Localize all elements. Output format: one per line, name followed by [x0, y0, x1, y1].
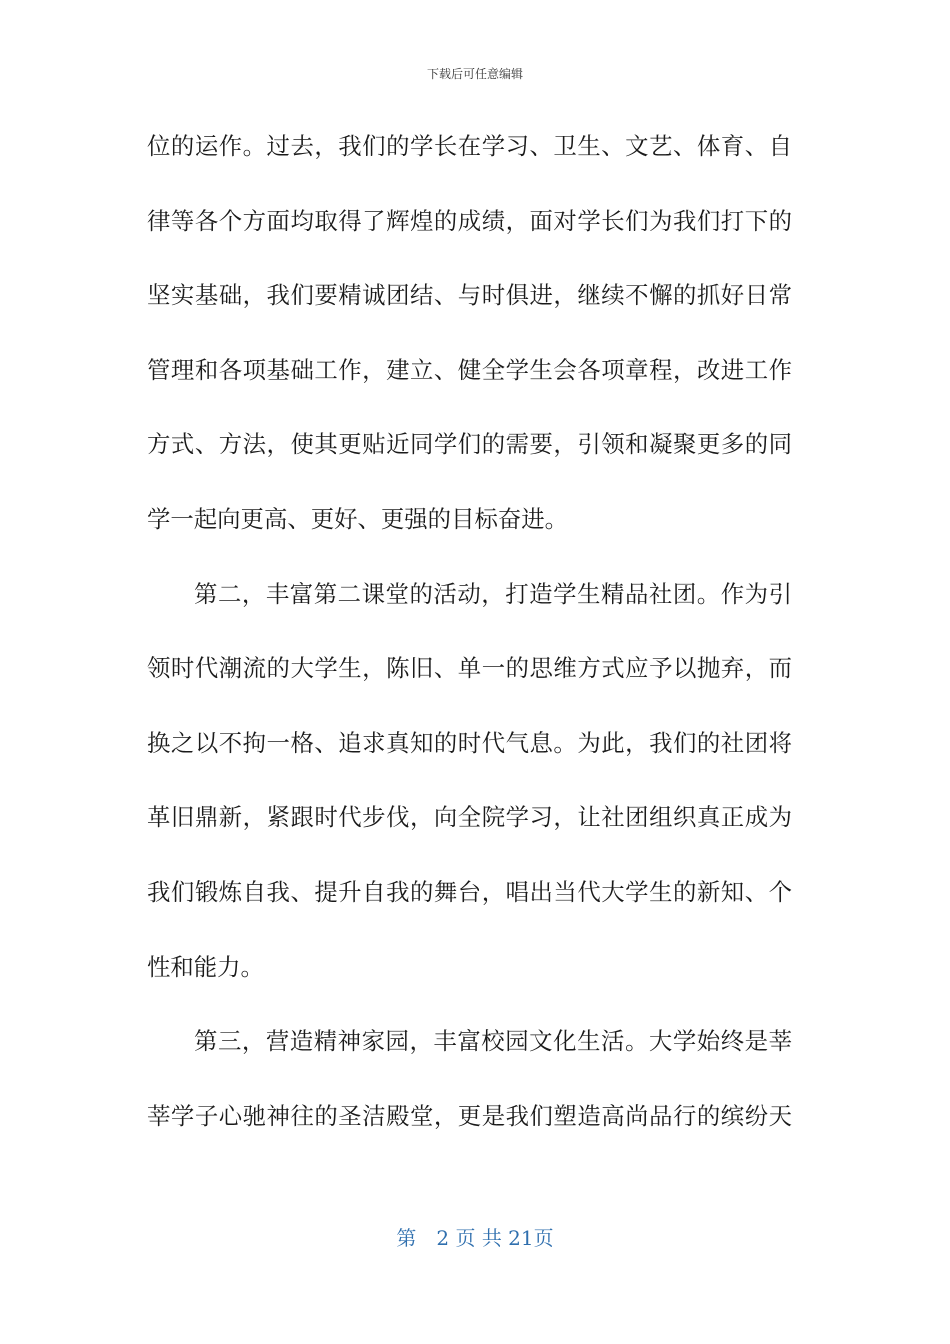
text-line: 律等各个方面均取得了辉煌的成绩，面对学长们为我们打下的 [147, 206, 792, 235]
document-body [147, 120, 792, 1164]
text-line: 位的运作。过去，我们的学长在学习、卫生、文艺、体育、自 [147, 132, 792, 160]
paragraph-1 [147, 120, 792, 568]
text-line: 第二，丰富第二课堂的活动，打造学生精品社团。作为引 [194, 579, 792, 608]
page-footer: 第 2 页 共 21页 [396, 1226, 554, 1250]
paragraph-2 [147, 568, 792, 1016]
text-line: 换之以不拘一格、追求真知的时代气息。为此，我们的社团将 [147, 728, 792, 757]
text-line: 我们锻炼自我、提升自我的舞台，唱出当代大学生的新知、个 [147, 877, 792, 906]
text-line: 领时代潮流的大学生，陈旧、单一的思维方式应予以抛弃，而 [147, 654, 792, 683]
text-line: 学一起向更高、更好、更强的目标奋进。 [147, 504, 569, 533]
text-line: 方式、方法，使其更贴近同学们的需要，引领和凝聚更多的同 [147, 430, 792, 459]
text-line: 坚实基础，我们要精诚团结、与时俱进，继续不懈的抓好日常 [147, 281, 792, 310]
text-line: 性和能力。 [147, 952, 264, 981]
text-line: 管理和各项基础工作，建立、健全学生会各项章程，改进工作 [147, 355, 792, 384]
text-line: 莘学子心驰神往的圣洁殿堂，更是我们塑造高尚品行的缤纷天 [147, 1101, 792, 1130]
paragraph-3 [147, 1015, 792, 1164]
text-line: 革旧鼎新，紧跟时代步伐，向全院学习，让社团组织真正成为 [147, 803, 792, 832]
page-header: 下载后可任意编辑 [426, 67, 523, 81]
text-line: 第三，营造精神家园，丰富校园文化生活。大学始终是莘 [194, 1027, 792, 1056]
